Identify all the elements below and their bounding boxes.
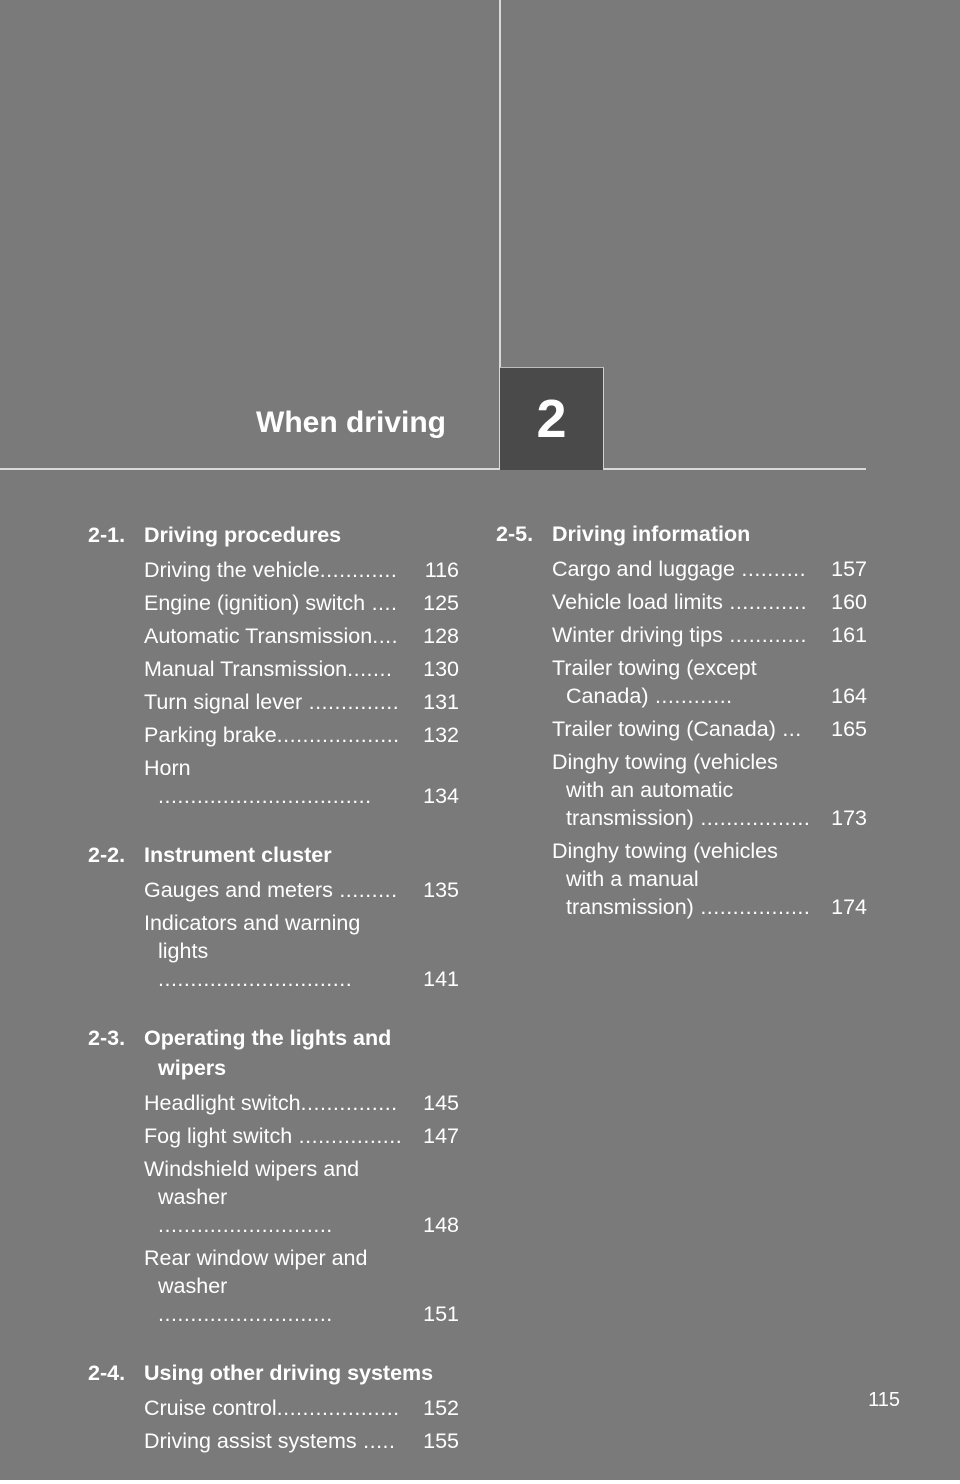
toc-entry-page: 135 xyxy=(423,878,459,902)
toc-section xyxy=(88,520,468,810)
horizontal-divider xyxy=(0,468,866,470)
toc-entry[interactable] xyxy=(552,654,867,710)
toc-entry-label-wrap xyxy=(144,876,407,904)
toc-entry-leader: ................... xyxy=(276,723,400,747)
toc-entry-page: 155 xyxy=(423,1429,459,1453)
toc-section xyxy=(88,1023,468,1328)
toc-entry-page: 128 xyxy=(423,624,459,648)
toc-entry[interactable] xyxy=(144,754,459,810)
toc-entry[interactable] xyxy=(144,909,459,993)
section-title: Driving information xyxy=(552,522,751,546)
section-number: 2-3. xyxy=(88,1026,126,1050)
toc-entry-label-wrap xyxy=(144,1244,407,1328)
toc-entry-leader: .............................. xyxy=(158,967,353,991)
toc-entry-label: Windshield wipers and washer xyxy=(144,1157,360,1209)
toc-entry-leader: ....... xyxy=(347,657,393,681)
toc-entry-leader: ................ xyxy=(292,1124,403,1148)
section-heading[interactable] xyxy=(496,519,876,549)
toc-entry-page: 141 xyxy=(423,967,459,991)
toc-entry[interactable] xyxy=(144,589,459,617)
toc-entry-label-wrap xyxy=(144,688,407,716)
toc-entry-page: 145 xyxy=(423,1091,459,1115)
chapter-number-tab xyxy=(500,367,604,470)
toc-section xyxy=(496,519,876,921)
toc-entry-label-wrap xyxy=(144,909,407,993)
toc-entry-leader: ................................. xyxy=(158,784,372,808)
toc-entry-label: Automatic Transmission xyxy=(144,624,373,648)
toc-entry-page: 161 xyxy=(831,623,867,647)
toc-entry-page: 148 xyxy=(423,1213,459,1237)
toc-entry-label-wrap xyxy=(144,1122,407,1150)
toc-entry-leader: ................. xyxy=(693,806,811,830)
toc-entry-label: Horn xyxy=(144,756,191,780)
chapter-number: 2 xyxy=(536,389,567,449)
chapter-title: When driving xyxy=(256,406,446,439)
section-title: Instrument cluster xyxy=(144,843,332,867)
toc-entry-label: Gauges and meters xyxy=(144,878,333,902)
toc-entry-label: Engine (ignition) switch xyxy=(144,591,366,615)
toc-entry-label-wrap xyxy=(144,1155,407,1239)
toc-entry-page: 174 xyxy=(831,895,867,919)
toc-entry-label-wrap xyxy=(552,837,815,921)
toc-entry[interactable] xyxy=(144,1394,459,1422)
toc-entry-label: Winter driving tips xyxy=(552,623,723,647)
section-number: 2-1. xyxy=(88,523,126,547)
toc-entry-label: Dinghy towing (vehicles with a manual transmission) xyxy=(552,839,778,919)
toc-entry[interactable] xyxy=(144,1122,459,1150)
toc-section xyxy=(88,1358,468,1455)
toc-entry-page: 152 xyxy=(423,1396,459,1420)
toc-entry-label: Driving the vehicle xyxy=(144,558,320,582)
toc-entry-label: Driving assist systems xyxy=(144,1429,357,1453)
toc-entry[interactable] xyxy=(144,622,459,650)
toc-entry-leader: ................... xyxy=(276,1396,400,1420)
toc-entry-label: Vehicle load limits xyxy=(552,590,723,614)
toc-entry-leader: .......... xyxy=(734,557,807,581)
section-heading[interactable] xyxy=(88,840,468,870)
toc-entry-leader: ........................... xyxy=(158,1213,333,1237)
toc-entry-page: 134 xyxy=(423,784,459,808)
toc-entry-leader: ... xyxy=(775,717,802,741)
toc-section xyxy=(88,840,468,993)
toc-entry-page: 151 xyxy=(423,1302,459,1326)
section-number: 2-2. xyxy=(88,843,126,867)
toc-entry[interactable] xyxy=(144,721,459,749)
section-number: 2-5. xyxy=(496,522,534,546)
toc-entry-leader: ................. xyxy=(693,895,811,919)
section-heading[interactable] xyxy=(88,1358,468,1388)
toc-entry-page: 130 xyxy=(423,657,459,681)
toc-entry-label-wrap xyxy=(144,589,407,617)
toc-entry[interactable] xyxy=(144,688,459,716)
section-title: Driving procedures xyxy=(144,523,342,547)
toc-left-column xyxy=(88,520,468,1480)
section-title: Using other driving systems xyxy=(144,1361,434,1385)
toc-entry-leader: .... xyxy=(365,591,398,615)
toc-entry[interactable] xyxy=(552,621,867,649)
toc-entry-label-wrap xyxy=(144,1394,407,1422)
toc-entry-leader: ............ xyxy=(722,623,808,647)
toc-entry-label: Fog light switch xyxy=(144,1124,293,1148)
toc-entry-page: 165 xyxy=(831,717,867,741)
toc-entry[interactable] xyxy=(552,837,867,921)
toc-entry-page: 116 xyxy=(424,558,459,582)
toc-entry-label-wrap xyxy=(552,715,815,743)
toc-entry-label: Trailer towing (Canada) xyxy=(552,717,776,741)
toc-entry-label-wrap xyxy=(144,556,407,584)
toc-entry-leader: ......... xyxy=(332,878,398,902)
section-heading[interactable] xyxy=(88,1023,468,1083)
toc-entry-page: 160 xyxy=(831,590,867,614)
toc-entry-page: 125 xyxy=(423,591,459,615)
toc-entry-label: Dinghy towing (vehicles with an automatic transmission) xyxy=(552,750,778,830)
toc-entry-page: 157 xyxy=(831,557,867,581)
toc-entry[interactable] xyxy=(144,876,459,904)
toc-entry-leader: ............ xyxy=(722,590,808,614)
toc-entry-label-wrap xyxy=(144,1089,407,1117)
toc-entry-label-wrap xyxy=(144,1427,407,1455)
toc-entry[interactable] xyxy=(144,1427,459,1455)
section-heading[interactable] xyxy=(88,520,468,550)
toc-entry-label-wrap xyxy=(552,654,815,710)
toc-entry[interactable] xyxy=(552,748,867,832)
toc-entry[interactable] xyxy=(144,1089,459,1117)
toc-entry-label-wrap xyxy=(552,748,815,832)
toc-entry-page: 132 xyxy=(423,723,459,747)
toc-entry-leader: ............ xyxy=(319,558,398,582)
toc-entry-page: 147 xyxy=(423,1124,459,1148)
toc-entry-label: Parking brake xyxy=(144,723,277,747)
toc-entry-label: Headlight switch xyxy=(144,1091,301,1115)
toc-entry-leader: ..... xyxy=(356,1429,396,1453)
toc-entry-label: Trailer towing (except Canada) xyxy=(552,656,757,708)
toc-entry-leader: ............... xyxy=(300,1091,398,1115)
toc-entry-label: Indicators and warning lights xyxy=(144,911,361,963)
toc-entry-leader: .... xyxy=(372,624,399,648)
toc-entry-label-wrap xyxy=(144,655,407,683)
toc-entry-label: Turn signal lever xyxy=(144,690,303,714)
toc-entry-label-wrap xyxy=(144,721,407,749)
toc-entry-label-wrap xyxy=(552,588,815,616)
toc-entry-leader: ........................... xyxy=(158,1302,333,1326)
page-number: 115 xyxy=(868,1389,900,1411)
toc-entry-label-wrap xyxy=(144,622,407,650)
toc-entry-label: Rear window wiper and washer xyxy=(144,1246,368,1298)
toc-entry-label-wrap xyxy=(144,754,407,810)
toc-entry[interactable] xyxy=(144,1244,459,1328)
toc-entry[interactable] xyxy=(144,556,459,584)
toc-entry[interactable] xyxy=(552,555,867,583)
toc-entry-label: Cargo and luggage xyxy=(552,557,735,581)
toc-entry-label: Cruise control xyxy=(144,1396,277,1420)
section-number: 2-4. xyxy=(88,1361,126,1385)
toc-entry-leader: ............ xyxy=(648,684,733,708)
toc-right-column xyxy=(496,519,876,951)
toc-entry[interactable] xyxy=(144,1155,459,1239)
toc-entry-label-wrap xyxy=(552,621,815,649)
toc-entry-leader: .............. xyxy=(302,690,400,714)
toc-entry-page: 164 xyxy=(831,684,867,708)
toc-entry[interactable] xyxy=(552,588,867,616)
toc-entry[interactable] xyxy=(144,655,459,683)
section-title: Operating the lights and wipers xyxy=(144,1026,392,1080)
toc-entry-label-wrap xyxy=(552,555,815,583)
toc-entry-page: 173 xyxy=(831,806,867,830)
toc-entry-page: 131 xyxy=(423,690,459,714)
toc-entry-label: Manual Transmission xyxy=(144,657,348,681)
toc-entry[interactable] xyxy=(552,715,867,743)
